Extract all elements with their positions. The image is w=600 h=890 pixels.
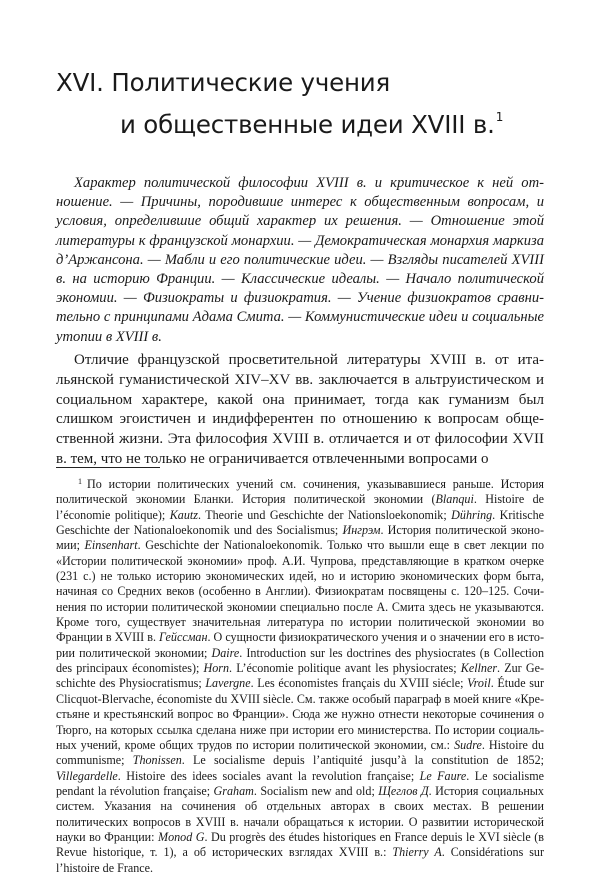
footnote-author-name: Thonissen xyxy=(132,753,182,768)
footnote-text-run: По истории политических учений см. сочинения, указывавшиеся раньше. История политической экономии Бланки. История политической экономии ( xyxy=(56,477,544,507)
footnote-author-name: Ингрэм xyxy=(342,523,381,538)
footnote-author-name: Щеглов Д xyxy=(378,783,429,798)
footnote-text-run: . Histoire du communisme; xyxy=(56,737,544,768)
footnote-text xyxy=(56,477,544,875)
footnote-author-name: Le Faure xyxy=(419,768,467,783)
footnote-text-run: . О сущности физиократического учения и о значении его в истории политической экономии; xyxy=(56,630,544,660)
footnote-author-name: Villegardelle xyxy=(56,768,118,783)
chapter-footnote-marker[interactable]: 1 xyxy=(495,110,504,124)
footnote-text-run: . Histoire de l’économie politique); xyxy=(56,492,544,522)
chapter-title-line-2-text: и общественные идеи XVIII в. xyxy=(120,110,495,139)
footnote-author-name: Monod G xyxy=(158,829,205,844)
chapter-title-line-2 xyxy=(56,100,546,142)
footnote-author-name: Blanqui xyxy=(435,492,474,507)
footnote-text-run: . Les économistes français du XVIII siécle; xyxy=(250,676,468,691)
footnote-author-name: Daire xyxy=(211,645,240,660)
footnote-author-name: Vroil xyxy=(467,676,491,691)
footnote-author-name: Kellner xyxy=(460,661,498,676)
footnote-text-run: . Theorie und Geschichte der Nationsloekonomik; xyxy=(197,507,452,522)
footnote-text-run: . Kritische Geschichte der Nationaloekonomik und des Socialismus; xyxy=(56,507,544,538)
footnote-text-run: . Socialism new and old; xyxy=(253,783,379,798)
footnote-text-run: . Le socialisme pendant la révolution française; xyxy=(56,768,544,798)
footnote-text-run: . История социальных систем. Указания на сочинения об отдельных авторах в своих местах. В решении политических вопросов в XVIII в. начали обращаться к истории. О развитии исторической науки во Франции: xyxy=(56,783,544,844)
footnote-text-run: . Histoire des idees sociales avant la revolution française; xyxy=(117,768,420,783)
chapter-abstract: Характер политической философии XVIII в. и критическое к ней отношение. — Причины, породившие интерес к общественным вопросам, и условия, определившие общий характер их решения. — Отношение этой литературы к французской монархии. — Демократическая монархия маркиза д’Аржансона. — Мабли и его политические идеи. — Взгляды писателей XVIII в. на историю Франции. — Классические идеалы. — Начало политической экономии. — Физиократы и физиократия. — Учение физиократов сравнительно с принципами Адама Смита. — Коммунистические идеи и социальные утопии в XVIII в. xyxy=(56,175,544,345)
footnote-text-run: . Zur Geschichte des Physiocratismus; xyxy=(56,661,544,691)
footnote-text-run: . Du progrès des études historiques en France depuis le XVI siècle (в Revue historique, т. 1), а об исторических взглядах XVIII в.: xyxy=(56,829,544,860)
footnote-text-run: . История политической экономии; xyxy=(56,523,544,553)
footnote xyxy=(56,474,544,876)
footnote-author-name: Sudre xyxy=(454,737,482,752)
footnote-text-run: . L’économie politique avant les physiocrates; xyxy=(229,661,461,676)
footnote-marker: 1 xyxy=(78,477,82,486)
footnote-text-run: . Étude sur Clicquot-Blervache, économiste du XVIII siècle. См. также особый параграф в моей книге «Крестьяне и крестьянский вопрос во Франции». Сюда же нужно отнести некоторые сочинения о Тюрго, на которых ссылка сделана ниже при истории его министерства. По истории социальных учений, кроме общих трудов по истории политической экономии, см.: xyxy=(56,676,544,752)
footnote-author-name: Thierry A xyxy=(392,845,442,860)
chapter-title-line-1: XVI. Политические учения xyxy=(56,68,391,97)
footnote-text-run: . Le socialisme depuis l’antiquité jusqu’à la constitution de 1852; xyxy=(181,753,544,768)
footnote-text-run: . Geschichte der Nationaloekonomik. Только что вышли еще в свет лекции по «Истории политической экономии» проф. А.И. Чупрова, представляющие в кратком очерке (231 с.) не только историю экономических идей, но и историю экономических форм быта, начиная со Средних веков (особенно в Англии). Физиократам посвящены с. 120–125. Сочинения по истории политической экономии специально после А. Смита здесь не указываются. Кроме того, существует значительная литература по истории политической экономии во Франции в XVIII в. xyxy=(56,538,545,645)
footnote-author-name: Einsenhart xyxy=(84,538,138,553)
footnote-author-name: Dühring xyxy=(451,507,493,522)
body-paragraph: Отличие французской просветительной литературы XVIII в. от итальянской гуманистической XIV–XV вв. заключается в альтруистическом и социальном характере, какой она принимает, тогда как гуманизм был слишком эгоистичен и индифферентен по отношению к вопросам общественной жизни. Эта философия XVIII в. отличается и от философии XVII в. тем, что не только не ограничивается отвлеченными вопросами о xyxy=(56,352,544,467)
footnote-author-name: Гейссман xyxy=(159,630,208,645)
footnote-author-name: Lavergne xyxy=(205,676,251,691)
footnote-author-name: Graham xyxy=(213,783,254,798)
footnote-author-name: Kautz xyxy=(169,507,198,522)
footnote-text-run: . Considérations sur l’histoire de France. xyxy=(56,845,544,875)
footnote-text-run: . Introduction sur les doctrines des physiocrates (в Collection des principaux économistes); xyxy=(56,645,544,676)
footnote-divider xyxy=(56,467,160,468)
chapter-title xyxy=(56,66,546,142)
footnote-author-name: Horn xyxy=(203,661,230,676)
